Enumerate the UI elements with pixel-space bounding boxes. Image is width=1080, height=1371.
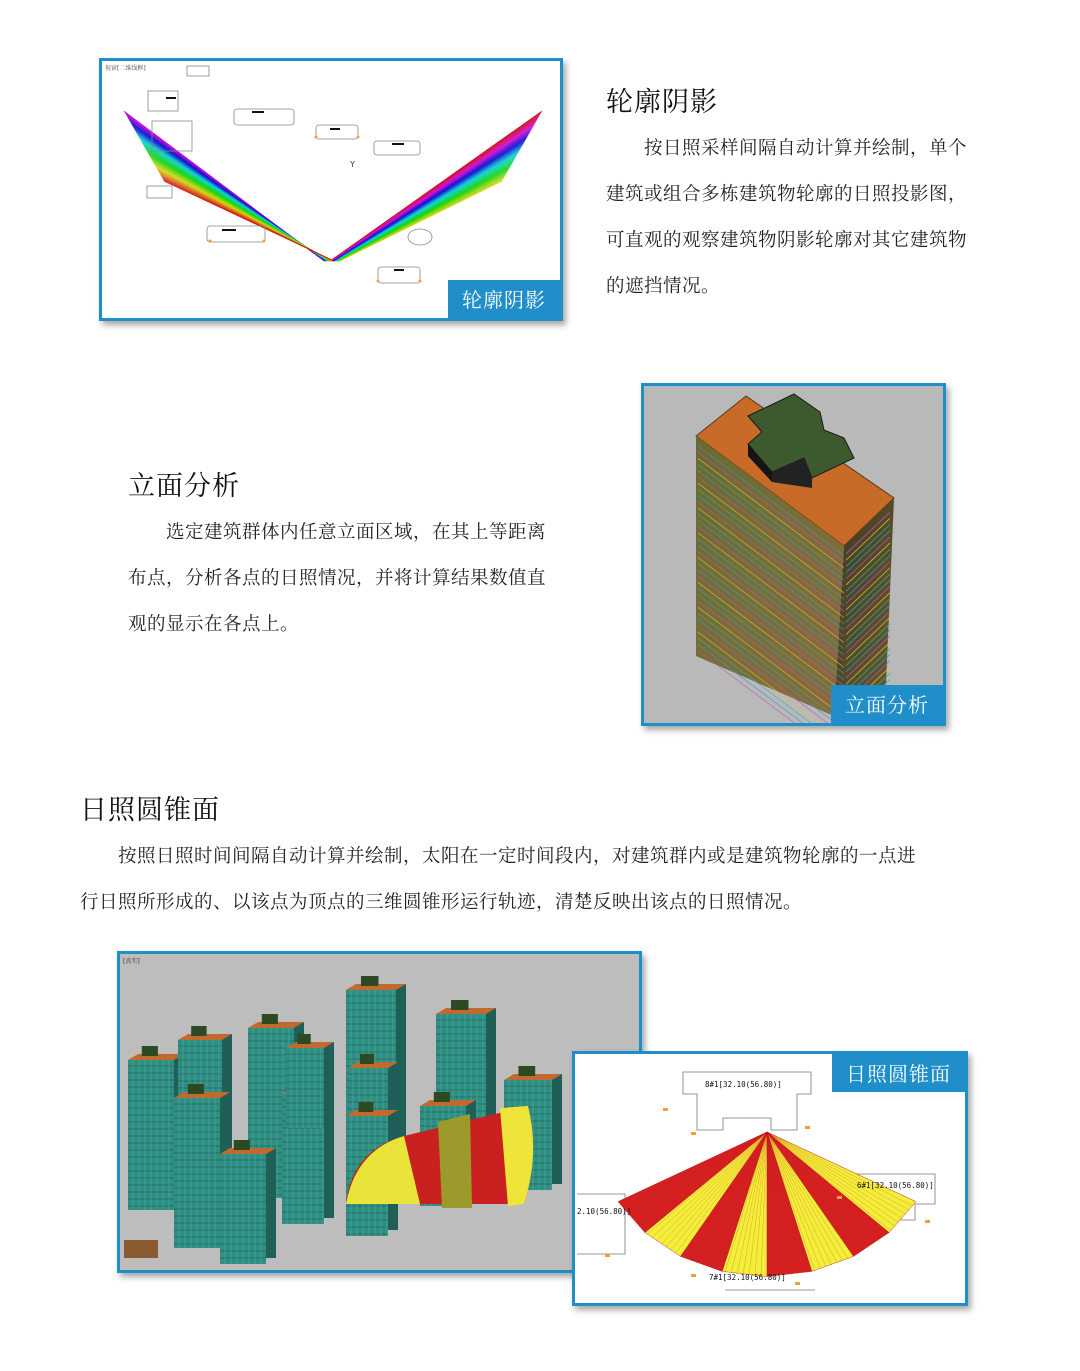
- text-line: 观的显示在各点上。: [128, 614, 300, 635]
- text-line: 按照日照时间间隔自动计算并绘制，太阳在一定时间段内，对建筑群内或是建筑物轮廓的一点进: [118, 846, 917, 867]
- shadow-contour-image: [99, 58, 563, 321]
- section-title-contour-shadow: 轮廓阴影: [606, 87, 718, 118]
- section-body-contour-shadow: [606, 126, 1026, 310]
- image-tag: 轮廓阴影: [448, 280, 560, 318]
- text-line: 按日照采样间隔自动计算并绘制，单个: [644, 138, 968, 159]
- text-line: 可直观的观察建筑物阴影轮廓对其它建筑物: [606, 230, 968, 251]
- section-title-facade-analysis: 立面分析: [128, 471, 240, 502]
- sun-cone-plan-image: [572, 1051, 968, 1306]
- viewport-label: 视窗[二维线框]: [105, 65, 146, 72]
- axis-y-label: Y: [350, 160, 355, 169]
- building-label-right: 6#1[32.10(56.80)]: [857, 1181, 934, 1190]
- image-tag: 日照圆锥面: [832, 1054, 965, 1092]
- building-label-top: 8#1[32.10(56.80)]: [705, 1080, 782, 1089]
- section-body-facade-analysis: [128, 510, 608, 648]
- building-label-bottom: 7#1[32.10(56.80)]: [709, 1273, 786, 1282]
- section-body-sun-cone: [80, 834, 1020, 926]
- facade-building-model: [644, 386, 943, 723]
- text-line: 布点，分析各点的日照情况，并将计算结果数值直: [128, 568, 547, 589]
- sun-cone-3d-image: [117, 951, 642, 1273]
- text-line: 建筑或组合多栋建筑物轮廓的日照投影图，: [606, 184, 968, 205]
- text-line: 行日照所形成的、以该点为顶点的三维圆锥形运行轨迹，清楚反映出该点的日照情况。: [80, 892, 803, 913]
- section-title-sun-cone: 日照圆锥面: [80, 795, 220, 826]
- building-cluster-model: [120, 954, 639, 1270]
- facade-analysis-image: [641, 383, 946, 726]
- image-tag: 立面分析: [831, 685, 943, 723]
- text-line: 选定建筑群体内任意立面区域，在其上等距离: [166, 522, 547, 543]
- building-label-left: 2.10(56.80)]: [577, 1207, 632, 1216]
- viewport-label: [真实]: [123, 958, 140, 965]
- text-line: 的遮挡情况。: [606, 276, 721, 297]
